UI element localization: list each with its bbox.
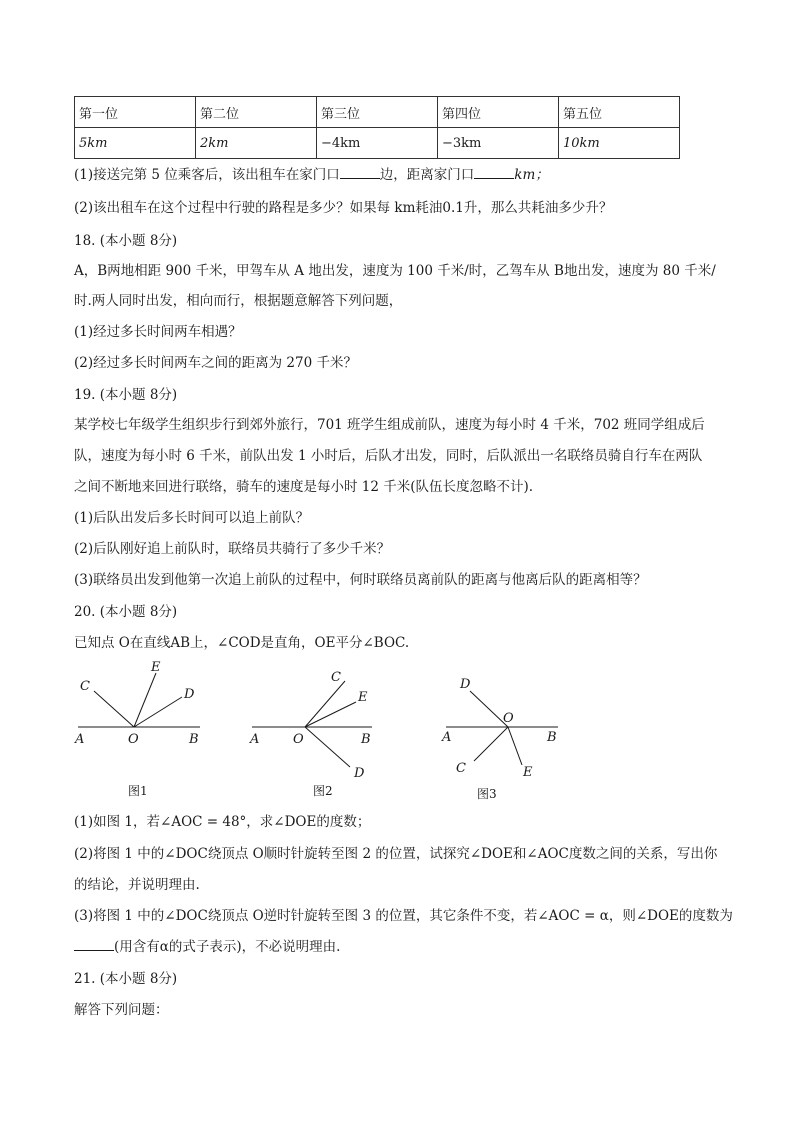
table-header-row — [75, 97, 680, 128]
label-a: A — [75, 732, 85, 747]
table-header-cell: 第一位 — [75, 97, 196, 128]
ray-oe — [134, 673, 156, 727]
q20-header: 20. (本小题 8分) — [74, 604, 178, 620]
q19-part3: (3)联络员出发到他第一次追上前队的过程中，何时联络员离前队的距离与他离后队的距离相等？ — [74, 572, 647, 588]
q20-part2-line1: (2)将图 1 中的∠DOC绕顶点 O顺时针旋转至图 2 的位置，试探究∠DOE和∠AOC度数之间的关系，写出你 — [74, 846, 718, 862]
q19-body-line3: 之间不断地来回进行联络，骑车的速度是每小时 12 千米(队伍长度忽略不计). — [74, 479, 534, 495]
label-b: B — [189, 732, 199, 747]
q20-body: 已知点 O在直线AB上，∠COD是直角，OE平分∠BOC. — [74, 635, 410, 651]
table-header-cell: 第五位 — [559, 97, 680, 128]
q19-body-line1: 某学校七年级学生组织步行到郊外旅行，701 班学生组成前队，速度为每小时 4 千米，702 班同学组成后 — [74, 417, 705, 433]
figure-caption: 图1 — [128, 784, 148, 798]
label-b: B — [361, 732, 371, 747]
ray-od — [305, 727, 350, 767]
q19-header: 19. (本小题 8分) — [74, 387, 178, 403]
figure-2 — [249, 670, 372, 798]
q19-body-line2: 队，速度为每小时 6 千米，前队出发 1 小时后，后队才出发，同时，后队派出一名联络员骑自行车在两队 — [74, 448, 703, 464]
text: (1)接送完第 5 位乘客后，该出租车在家门口 — [74, 167, 340, 183]
figure-caption: 图3 — [477, 787, 497, 801]
answer-blank — [340, 166, 380, 179]
table-cell: −4km — [317, 128, 438, 159]
ray-oc — [305, 681, 345, 727]
label-d: D — [184, 687, 195, 702]
label-a: A — [250, 732, 260, 747]
text: (用含有α的式子表示)，不必说明理由. — [114, 939, 341, 955]
q20-part3-line1: (3)将图 1 中的∠DOC绕顶点 O逆时针旋转至图 3 的位置，其它条件不变，若∠AOC = α，则∠DOE的度数为 — [74, 908, 733, 924]
text: km； — [514, 167, 549, 183]
label-e: E — [358, 690, 368, 705]
table-header-cell: 第四位 — [438, 97, 559, 128]
q19-part2: (2)后队刚好追上前队时，联络员共骑行了多少千米？ — [74, 541, 391, 557]
table-row — [75, 128, 680, 159]
angle-figures — [0, 655, 794, 805]
text: 边，距离家门口 — [379, 167, 475, 183]
label-d: D — [354, 766, 365, 781]
label-o: O — [503, 711, 514, 726]
table-header-cell: 第二位 — [196, 97, 317, 128]
q21-header: 21. (本小题 8分) — [74, 971, 178, 987]
q17-part2: (2)该出租车在这个过程中行驶的路程是多少？如果每 km耗油0.1升，那么共耗油多少升？ — [74, 200, 613, 216]
ray-oc — [474, 727, 508, 761]
label-b: B — [547, 730, 557, 745]
label-o: O — [128, 732, 139, 747]
figure-3 — [441, 677, 558, 801]
figure-caption: 图2 — [313, 784, 333, 798]
ray-oe — [508, 727, 522, 765]
table-cell: 2km — [196, 128, 317, 159]
table-cell: −3km — [438, 128, 559, 159]
q18-header: 18. (本小题 8分) — [74, 233, 178, 249]
q20-part2-line2: 的结论，并说明理由. — [74, 877, 200, 893]
table-header-cell: 第三位 — [317, 97, 438, 128]
label-e: E — [151, 660, 161, 675]
table-cell: 5km — [75, 128, 196, 159]
q18-part1: (1)经过多长时间两车相遇？ — [74, 324, 242, 340]
label-a: A — [442, 730, 452, 745]
answer-blank — [474, 166, 514, 179]
label-e: E — [523, 765, 533, 780]
answer-blank — [74, 938, 114, 951]
q18-body-line1: A，B两地相距 900 千米，甲驾车从 A 地出发，速度为 100 千米/时，乙驾车从 B地出发，速度为 80 千米/ — [74, 263, 716, 279]
q17-part1 — [74, 166, 549, 184]
q20-part3-line2 — [74, 938, 340, 956]
distance-table — [74, 96, 680, 159]
q18-body-line2: 时.两人同时出发，相向而行，根据题意解答下列问题， — [74, 293, 403, 309]
label-c: C — [331, 670, 341, 685]
q20-part1: (1)如图 1，若∠AOC = 48°，求∠DOE的度数； — [74, 814, 371, 830]
ray-oe — [305, 702, 356, 727]
label-c: C — [80, 679, 90, 694]
ray-oc — [94, 691, 134, 727]
label-d: D — [460, 677, 471, 692]
q18-part2: (2)经过多长时间两车之间的距离为 270 千米？ — [74, 355, 357, 371]
label-o: O — [293, 732, 304, 747]
label-c: C — [456, 761, 466, 776]
figure-1 — [74, 660, 200, 798]
ray-od — [134, 697, 182, 727]
q21-body: 解答下列问题： — [74, 1002, 169, 1018]
q19-part1: (1)后队出发后多长时间可以追上前队？ — [74, 510, 310, 526]
table-cell: 10km — [559, 128, 680, 159]
